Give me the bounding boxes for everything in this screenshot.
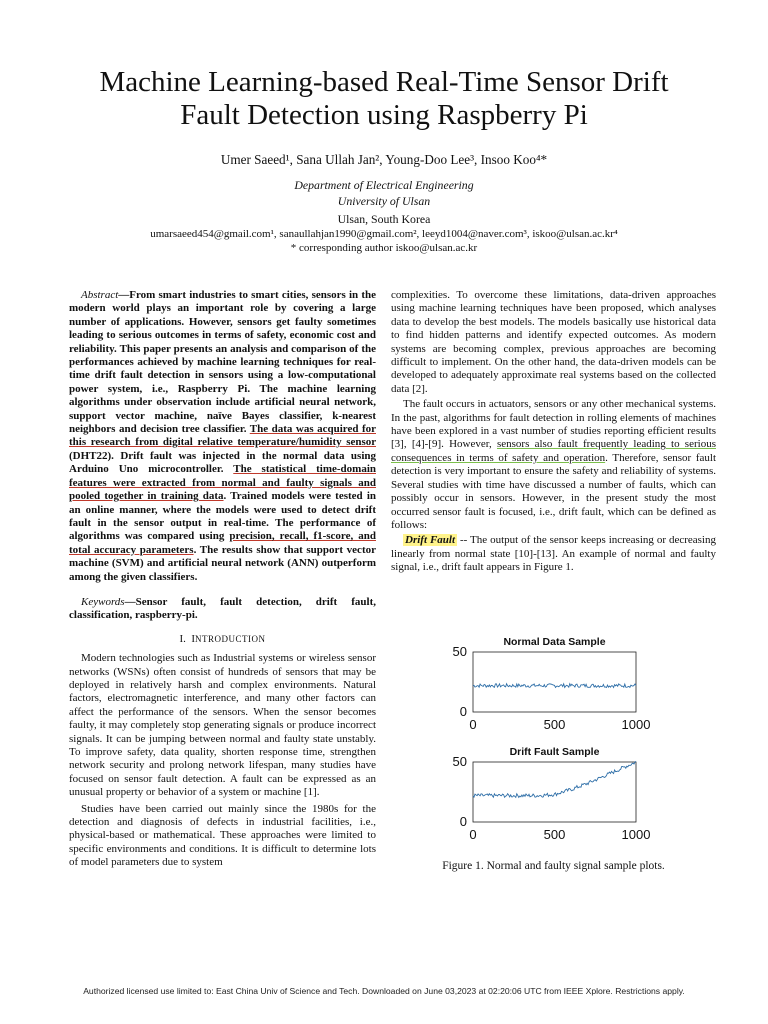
paper-title <box>40 66 728 132</box>
abstract-underline-1: The data was acquired for this research from digital relative temperature/humidity sensor <box>69 423 376 449</box>
x-tick-label-1-0: 0 <box>469 717 477 732</box>
section-heading-introduction <box>69 633 376 646</box>
abstract-text-1: —From smart industries to smart cities, sensors in the modern world plays an important role by covering a large number of applications. However, sensors get faulty sometimes leading to serious outcomes in terms of safety, economic cost and reliability. This paper presents an analysis and comparison of the performances achieved by machine learning techniques for real-time drift fault detection in sensors using a low-computational power system, i.e., Raspberry Pi. The machine learning algorithms under observation include artificial neural network, support vector machine, naïve Bayes classifier, k-nearest neighbors and decision tree classifier. <box>69 289 376 436</box>
abstract-text-4: . The results show that support vector machine (SVM) and artificial neural network (ANN) outperform among the given classifiers. <box>69 543 376 583</box>
series-line-drift <box>473 761 636 797</box>
chart-frame-1 <box>473 652 636 712</box>
section-numeral: I. <box>179 632 186 645</box>
x-tick-label-1-1000: 1000 <box>621 717 651 732</box>
y-tick-label-2-50: 50 <box>452 754 467 769</box>
keywords-text: —Sensor fault, fault detection, drift fault, classification, raspberry-pi. <box>69 595 376 622</box>
left-column <box>69 289 376 870</box>
keywords-label: Keywords <box>81 595 125 608</box>
abstract-text-2: (DHT22). Drift fault was injected in the normal data using Arduino Uno microcontroller. <box>69 449 376 476</box>
title-line-2: Fault Detection using Raspberry Pi <box>180 99 588 131</box>
right-paragraph-1: complexities. To overcome these limitations, data-driven approaches using machine learning techniques have been proposed, which analyses data to develop the best models. The models basically use historical data to find hidden patterns and identify expected outcomes. As modern systems are becoming complex, previous approaches are becoming difficult to implement. On the other hand, the data-driven models can be developed to adequately approximate real systems based on the collected data [2]. <box>391 289 716 395</box>
keywords <box>69 596 376 623</box>
abstract-text-3: . Trained models were tested in an online manner, where the models were used to detect drift fault in the sensor output in real-time. The performance of algorithms was compared using <box>69 490 377 543</box>
title-line-1: Machine Learning-based Real-Time Sensor Drift <box>99 66 669 98</box>
right-paragraph-3-text: -- The output of the sensor keeps increasing or decreasing linearly from normal state [10]-[13]. An example of normal and faulty signal, i.e., drift fault appears in Figure 1. <box>391 534 716 574</box>
chart-title-2: Drift Fault Sample <box>509 746 600 758</box>
ieee-footer: Authorized licensed use limited to: East China Univ of Science and Tech. Downloaded on June 03,2023 at 02:20:06 UTC from IEEE Xplore. Restrictions apply. <box>83 986 685 996</box>
drift-fault-highlight: Drift Fault <box>405 534 456 547</box>
section-heading-cap: I <box>191 632 196 645</box>
x-tick-label-2-1000: 1000 <box>621 827 651 842</box>
right-paragraph-2-a: The fault occurs in actuators, sensors or any other mechanical systems. In the past, algorithms for fault detection in rolling elements of machines have been explored in a vast number of studies reporting efficient results [3], [4]-[9]. However, <box>391 398 716 451</box>
author-emails: umarsaeed454@gmail.com¹, sanaullahjan1990@gmail.com², leeyd1004@naver.com³, iskoo@ulsan.ac.kr⁴ <box>150 228 618 240</box>
y-tick-label-1-0: 0 <box>459 704 467 719</box>
location: Ulsan, South Korea <box>337 212 431 226</box>
right-paragraph-2-b: . Therefore, sensor fault detection is very important to ensure the safety and reliability of systems. Several studies with time have discussed a number of faults, which can possibly occur in sensors. However, in the present study the most occurred sensor fault is focused, i.e., drift fault, which can be defined as follows: <box>391 451 716 531</box>
x-tick-label-1-500: 500 <box>543 717 566 732</box>
abstract-underline-3: precision, recall, f1-score, and total accuracy parameters <box>69 530 376 556</box>
right-column <box>391 289 716 575</box>
chart-title-1: Normal Data Sample <box>503 636 606 648</box>
right-paragraph-2-underline: sensors also fault frequently leading to serious consequences in terms of safety and operation <box>391 438 716 464</box>
intro-paragraph-1: Modern technologies such as Industrial systems or wireless sensor networks (WSNs) often consist of hundreds of sensors that may be deployed in relatively harsh and complex environments. Natural factors, electromagnetic interference, and many other factors can affect the performance of the sensors. When the sensor becomes faulty, it may completely stop generating signals or produce incorrect signals. It can be jumping between normal and faulty state unstably. To improve safety, data quality, shorten response time, strengthen network security and prolong network lifespan, many studies have focused on sensor fault detection. A fault can be expressed as an unusual property or behavior of a system or machine [1]. <box>69 652 376 799</box>
abstract <box>69 289 376 584</box>
series-line-normal <box>473 684 636 688</box>
x-tick-label-2-500: 500 <box>543 827 566 842</box>
author-list: Umer Saeed¹, Sana Ullah Jan², Young-Doo Lee³, Insoo Koo⁴* <box>220 152 548 167</box>
figure-caption: Figure 1. Normal and faulty signal sample plots. <box>442 860 665 872</box>
intro-paragraph-2: Studies have been carried out mainly since the 1980s for the detection and diagnosis of defects in industrial facilities, i.e., physical-based or mathematical. These approaches were limited to specific environments and conditions. It is difficult to determine lots of model parameters due to system <box>69 802 376 869</box>
right-paragraph-2 <box>391 398 716 532</box>
figure-1 <box>440 632 700 852</box>
corresponding-author: * corresponding author iskoo@ulsan.ac.kr <box>290 242 478 254</box>
department: Department of Electrical Engineering <box>294 178 474 192</box>
y-tick-label-1-50: 50 <box>452 644 467 659</box>
abstract-label: Abstract <box>81 289 119 301</box>
y-tick-label-2-0: 0 <box>459 814 467 829</box>
university: University of Ulsan <box>337 194 431 208</box>
x-tick-label-2-0: 0 <box>469 827 477 842</box>
section-heading-rest: NTRODUCTION <box>195 633 266 644</box>
right-paragraph-3 <box>391 534 716 574</box>
abstract-underline-2: The statistical time-domain features were extracted from normal and faulty signals and pooled together in training data <box>69 463 376 503</box>
